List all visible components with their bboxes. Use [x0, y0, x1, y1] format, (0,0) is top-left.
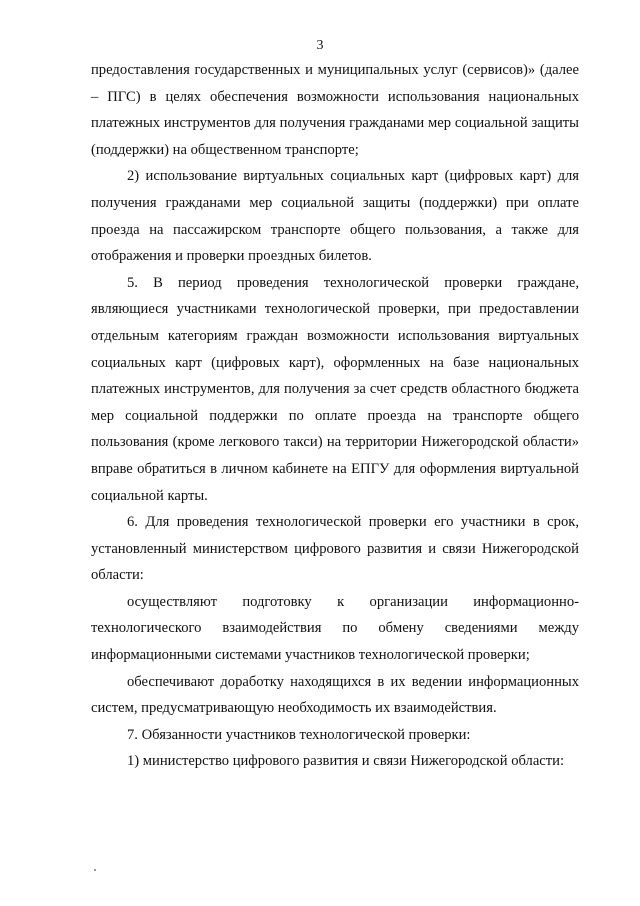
paragraph-continuation: предоставления государственных и муниципальных услуг (сервисов)» (далее – ПГС) в целях обеспечения возможности использования национальных платежных инструментов для получения гражданами мер социальной защиты (поддержки) на общественном транспорте; — [91, 62, 579, 158]
paragraph-section-7: 7. Обязанности участников технологической проверки: — [127, 726, 471, 743]
paragraph-section-6: 6. Для проведения технологической проверки его участники в срок, установленный министерством цифрового развития и связи Нижегородской области: — [91, 514, 579, 584]
paragraph-item-2: 2) использование виртуальных социальных карт (цифровых карт) для получения гражданами мер социальной защиты (поддержки) при оплате проезда на пассажирском транспорте общего пользования, а также для отображения и проверки проездных билетов. — [91, 168, 579, 265]
scan-dot — [94, 869, 96, 871]
document-body — [91, 57, 579, 775]
paragraph-development: обеспечивают доработку находящихся в их ведении информационных систем, предусматривающую необходимость их взаимодействия. — [91, 673, 579, 717]
paragraph-preparation: осуществляют подготовку к организации информационно-технологического взаимодействия по обмену сведениями между информационными системами участников технологической проверки; — [91, 593, 579, 664]
paragraph-section-5: 5. В период проведения технологической проверки граждане, являющиеся участниками технологической проверки, при предоставлении отдельным категориям граждан возможности использования виртуальных социальных карт (цифровых карт), оформленных на базе национальных платежных инструментов, для получения за счет средств областного бюджета мер социальной поддержки по оплате проезда на транспорте общего пользования (кроме легкового такси) на территории Нижегородской области» вправе обратиться в личном кабинете на ЕПГУ для оформления виртуальной социальной карты. — [91, 274, 579, 504]
page-number: 3 — [316, 38, 324, 53]
paragraph-item-1-ministry: 1) министерство цифрового развития и связи Нижегородской области: — [127, 753, 565, 770]
